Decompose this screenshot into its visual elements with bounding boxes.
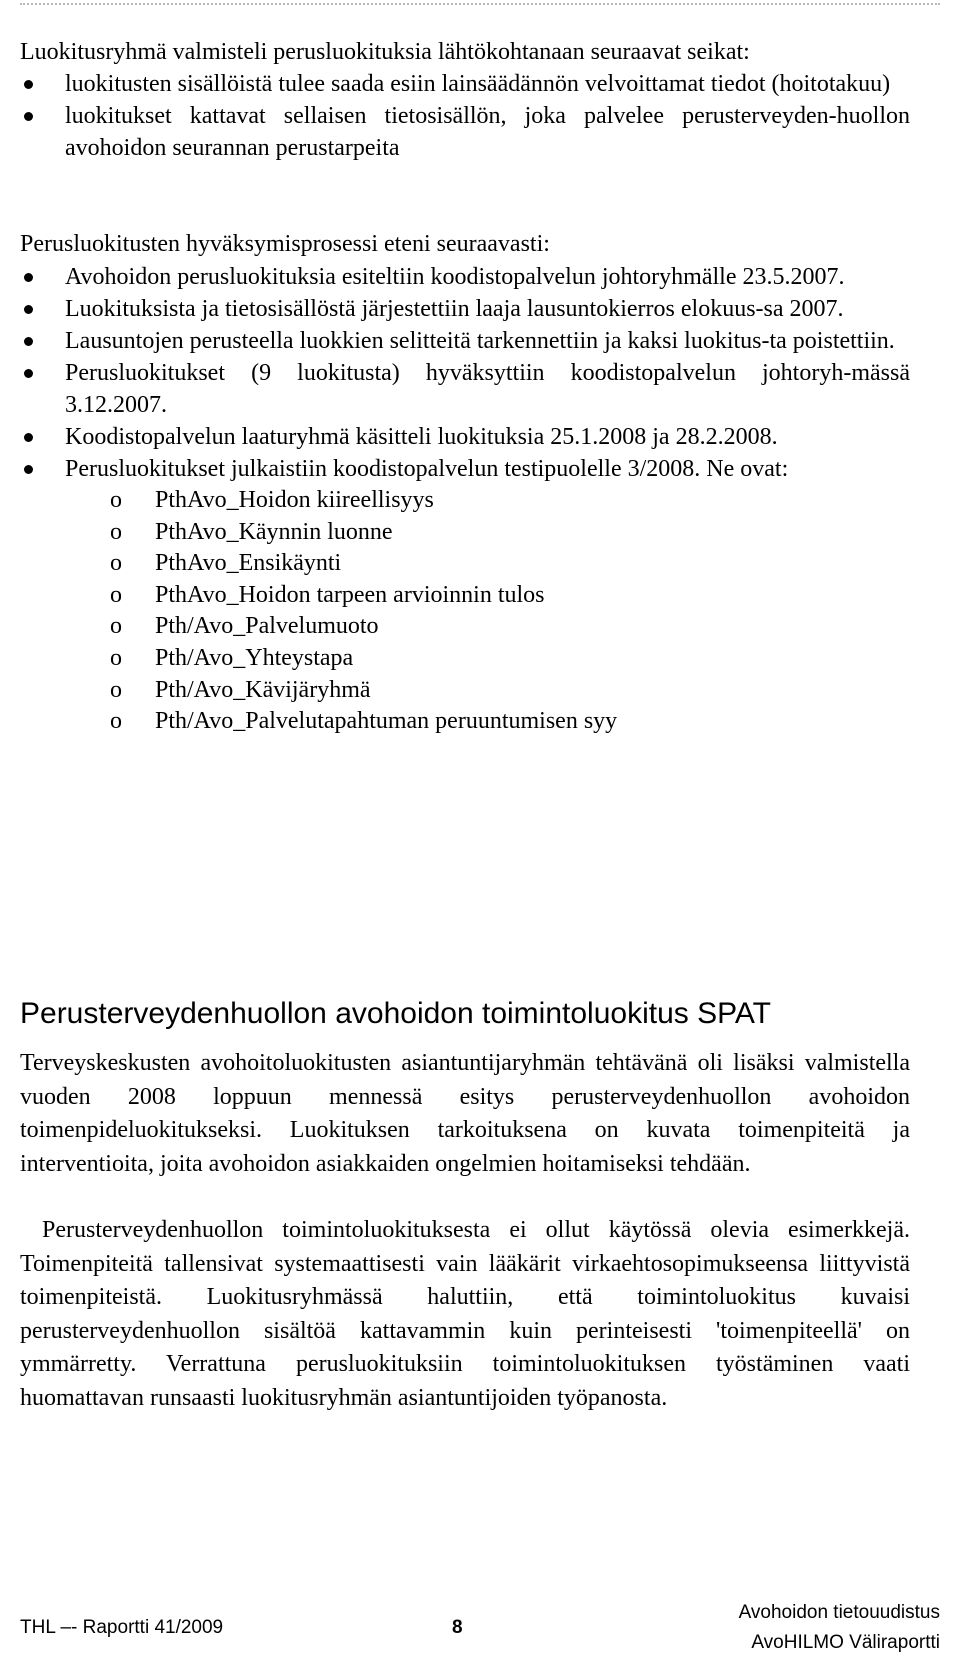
classification-item: o Pth/Avo_Yhteystapa	[65, 643, 910, 675]
process-lead: Perusluokitusten hyväksymisprosessi eteni seuraavasti:	[20, 231, 550, 257]
footer-project	[739, 1598, 940, 1658]
list-item	[20, 453, 910, 738]
footer-project-title: Avohoidon tietouudistus	[738, 1602, 940, 1623]
list-item-text: Perusluokitukset julkaistiin koodistopalvelun testipuolelle 3/2008. Ne ovat:	[65, 456, 789, 482]
page-number: 8	[452, 1617, 463, 1638]
intro-lead: Luokitusryhmä valmisteli perusluokituksia lähtökohtanaan seuraavat seikat:	[20, 39, 750, 65]
classification-item: o PthAvo_Hoidon tarpeen arvioinnin tulos	[65, 580, 910, 612]
footer-report-id: THL –- Raportti 41/2009	[20, 1617, 224, 1638]
list-item: Lausuntojen perusteella luokkien selitteitä tarkennettiin ja kaksi luokitus-ta poistettiin.	[20, 325, 910, 357]
classification-item: o Pth/Avo_Palvelutapahtuman peruuntumisen syy	[65, 706, 910, 738]
list-item: Koodistopalvelun laaturyhmä käsitteli luokituksia 25.1.2008 ja 28.2.2008.	[20, 421, 910, 453]
section-heading: Perusterveydenhuollon avohoidon toimintoluokitus SPAT	[20, 997, 771, 1030]
section-paragraph-2: Perusterveydenhuollon toimintoluokituksesta ei ollut käytössä olevia esimerkkejä. Toimenpiteitä tallensivat systemaattisesti vain lääkärit virkaehtosopimukseensa liittyvistä toimenpiteistä. Luokitusryhmässä haluttiin, että toimintoluokitus kuvaisi perusterveydenhuollon sisältöä kattavammin kuin perinteisesti 'toimenpiteellä' on ymmärretty. Verrattuna perusluokituksiin toimintoluokituksen työstäminen vaati huomattavan runsaasti luokitusryhmän asiantuntijoiden työpanosta.	[20, 1217, 910, 1411]
document-page	[20, 0, 940, 1667]
list-item: Perusluokitukset (9 luokitusta) hyväksyttiin koodistopalvelun johtoryh-mässä 3.12.2007.	[20, 357, 910, 421]
classification-list	[65, 485, 910, 738]
section-paragraph-1: Terveyskeskusten avohoitoluokitusten asiantuntijaryhmän tehtävänä oli lisäksi valmistella vuoden 2008 loppuun mennessä esitys perusterveydenhuollon avohoidon toimenpideluokitukseksi. Luokituksen tarkoituksena on kuvata toimenpiteitä ja interventioita, joita avohoidon asiakkaiden ongelmien hoitamiseksi tehdään.	[20, 1050, 910, 1177]
top-dotted-rule	[20, 3, 940, 5]
classification-item: o Pth/Avo_Palvelumuoto	[65, 611, 910, 643]
intro-bullet-list	[20, 68, 910, 164]
classification-item: o PthAvo_Käynnin luonne	[65, 517, 910, 549]
list-item: luokitusten sisällöistä tulee saada esiin lainsäädännön velvoittamat tiedot (hoitotakuu)	[20, 68, 910, 100]
classification-item: o Pth/Avo_Kävijäryhmä	[65, 675, 910, 707]
process-bullet-list	[20, 261, 910, 738]
classification-item: o PthAvo_Ensikäynti	[65, 548, 910, 580]
list-item: Avohoidon perusluokituksia esiteltiin koodistopalvelun johtoryhmälle 23.5.2007.	[20, 261, 910, 293]
list-item: luokitukset kattavat sellaisen tietosisällön, joka palvelee perusterveyden-huollon avohoidon seurannan perustarpeita	[20, 100, 910, 164]
footer-project-subtitle: AvoHILMO Väliraportti	[751, 1632, 940, 1653]
page-footer	[20, 1598, 940, 1658]
list-item: Luokituksista ja tietosisällöstä järjestettiin laaja lausuntokierros elokuus-sa 2007.	[20, 293, 910, 325]
classification-item: o PthAvo_Hoidon kiireellisyys	[65, 485, 910, 517]
